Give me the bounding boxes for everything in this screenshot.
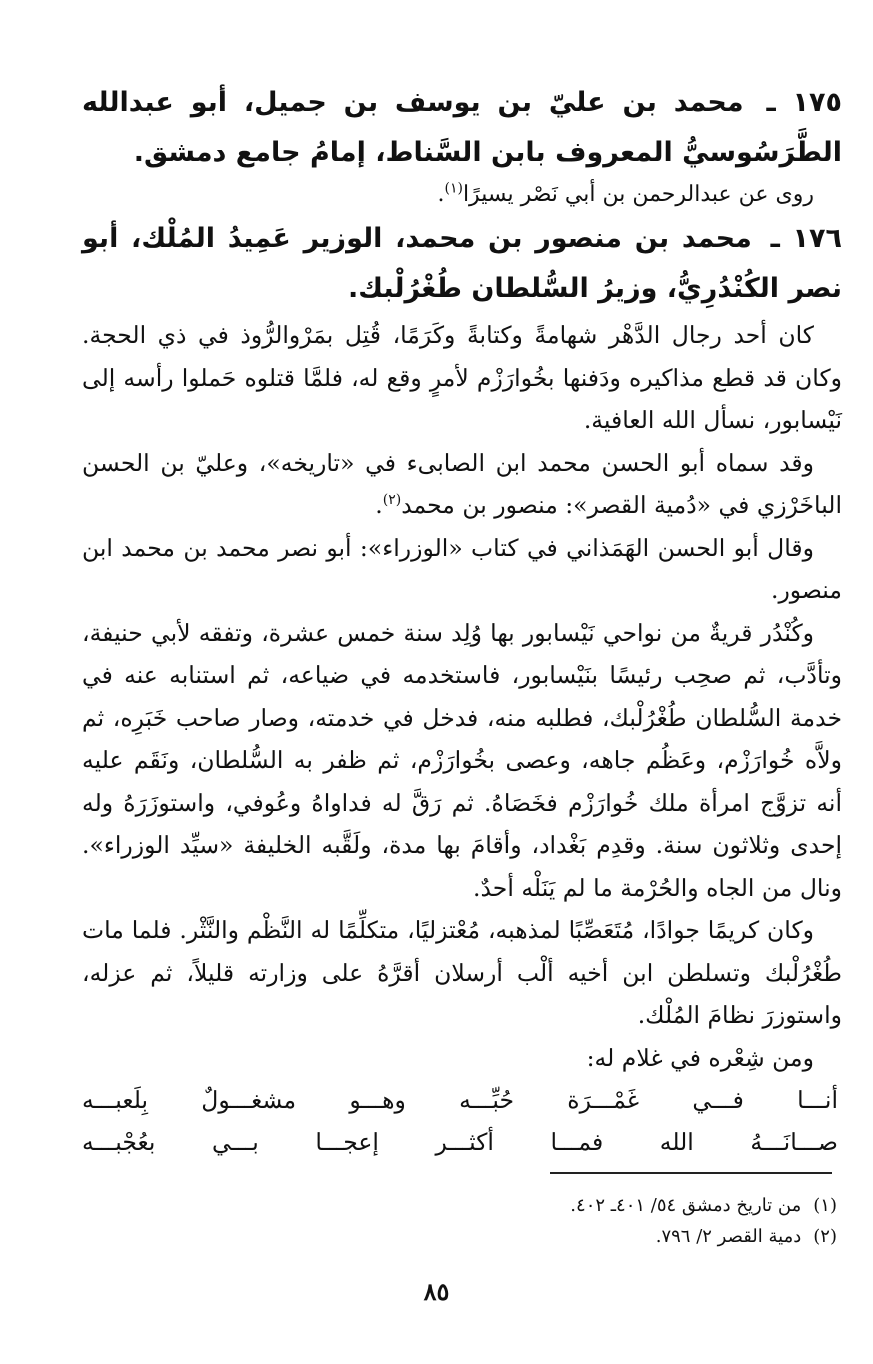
- verse-2-word: بـــي: [212, 1128, 259, 1156]
- verse-2-word: صـــانَـــهُ: [750, 1128, 838, 1156]
- book-page: [82, 78, 842, 1163]
- verse-1-word: فـــي: [692, 1086, 744, 1114]
- entry-176-paragraph-4: وكُنْدُر قريةٌ من نواحي نَيْسابور بها وُلِد سنة خمس عشرة، وتفقه لأبي حنيفة، وتأدَّب، ثم صحِب رئيسًا بنَيْسابور، فاستخدمه في ضياعه، ثم استنابه عنه في خدمة السُّلطان طُغْرُلْبك، فطلبه منه، فدخل في خدمته، وصار صاحب خَبَرِه، ثم ولاَّه خُوارَزْم، وعَظُم جاهه، وعصى بخُوارَزْم، ثم ظفر به السُّلطان، ونَقَم عليه أنه تزوَّج امرأة ملك خُوارَزْم فخَصَاهُ. ثم رَقَّ له فداواهُ وعُوفي، واستوزَرَهُ وله إحدى وثلاثون سنة. وقدِم بَغْداد، وأقامَ بها مدة، ولَقَّبه الخليفة «سيِّد الوزراء». ونال من الجاه والحُرْمة ما لم يَنَلْه أحدٌ.: [82, 618, 842, 902]
- entry-176-paragraph-6: ومن شِعْره في غلام له:: [586, 1043, 814, 1072]
- verse-1-word: بِلَعبـــه: [82, 1086, 149, 1114]
- footnote-1-mark: (١): [813, 1195, 837, 1216]
- verse-2-word: بعُجْبـــه: [82, 1128, 156, 1156]
- poem-verse-1: [82, 1079, 842, 1121]
- entry-176-number: ١٧٦ ـ: [770, 223, 842, 254]
- footnote-ref-1[interactable]: (١): [444, 180, 463, 197]
- entry-175-narration: [82, 178, 842, 212]
- entry-175-number: ١٧٥ ـ: [766, 87, 842, 118]
- verse-2-word: إعجـــا: [315, 1128, 379, 1156]
- entry-176-heading-text: محمد بن منصور بن محمد، الوزير عَمِيدُ المُلْك، أبو نصر الكُنْدُرِيُّ، وزيرُ السُّلطان طُغْرُلْبك.: [82, 223, 842, 304]
- footnote-2-mark: (٢): [813, 1226, 837, 1247]
- entry-176-paragraph-1: كان أحد رجال الدَّهْر شهامةً وكتابةً وكَرَمًا، قُتِل بمَرْوالرُّوذ في ذي الحجة. وكان قد قطع مذاكيره ودَفنها بخُوارَزْم لأمرٍ وقع له، فلمَّا قتلوه حَملوا رأسه إلى نَيْسابور، نسأل الله العافية.: [82, 321, 842, 434]
- footnote-ref-2[interactable]: (٢): [382, 492, 402, 509]
- entry-175-narration-end: .: [437, 182, 445, 207]
- verse-1-word: حُبِّـــه: [459, 1086, 515, 1114]
- entry-176-heading: [82, 214, 842, 314]
- entry-176-paragraph-2-text: وقد سماه أبو الحسن محمد ابن الصابىء في «تاريخه»، وعليّ بن الحسن الباخَرْزي في «دُمية القصر»: منصور بن محمد: [82, 448, 842, 519]
- footnote-1: [77, 1190, 837, 1221]
- verse-1-word: غَمْـــرَة: [567, 1086, 640, 1114]
- footnotes: [77, 1190, 837, 1252]
- verse-2-word: الله: [659, 1128, 694, 1156]
- footnote-2-text: دمية القصر ٢/ ٧٩٦.: [655, 1226, 802, 1247]
- entry-175-narration-text: روى عن عبدالرحمن بن أبي نَصْر يسيرًا: [462, 182, 814, 207]
- verse-1-word: أنـــا: [797, 1086, 838, 1114]
- entry-176-paragraph-5: وكان كريمًا جوادًا، مُتَعَصِّبًا لمذهبه، مُعْتزليًا، متكلِّمًا له النَّظْم والنَّثْر. فلما مات طُغْرُلْبك وتسلطن ابن أخيه ألْب أرسلان أقرَّهُ على وزارته قليلاً، ثم عزله، واستوزرَ نظامَ المُلْك.: [82, 916, 842, 1029]
- footnote-divider: [550, 1172, 832, 1174]
- poem-verse-2: [82, 1121, 842, 1163]
- entry-176-paragraph-2-end: .: [375, 491, 383, 519]
- entry-175-heading-text: محمد بن عليّ بن يوسف بن جميل، أبو عبدالله الطَّرَسُوسيُّ المعروف بابن السَّناط، إمامُ جامع دمشق.: [82, 87, 842, 168]
- footnote-2: [77, 1221, 837, 1252]
- page-number: ٨٥: [423, 1277, 450, 1306]
- verse-2-word: فمـــا: [550, 1128, 604, 1156]
- entry-176-paragraph-3: وقال أبو الحسن الهَمَذاني في كتاب «الوزراء»: أبو نصر محمد بن محمد ابن منصور.: [82, 533, 842, 604]
- verse-1-word: مشغـــولٌ: [201, 1086, 297, 1114]
- verse-1-word: وهـــو: [349, 1086, 406, 1114]
- verse-2-word: أكثـــر: [435, 1128, 494, 1156]
- entry-176-paragraph-2: [82, 442, 842, 527]
- footnote-1-text: من تاريخ دمشق ٥٤/ ٤٠١ـ ٤٠٢.: [570, 1195, 802, 1216]
- entry-175-heading: [82, 78, 842, 178]
